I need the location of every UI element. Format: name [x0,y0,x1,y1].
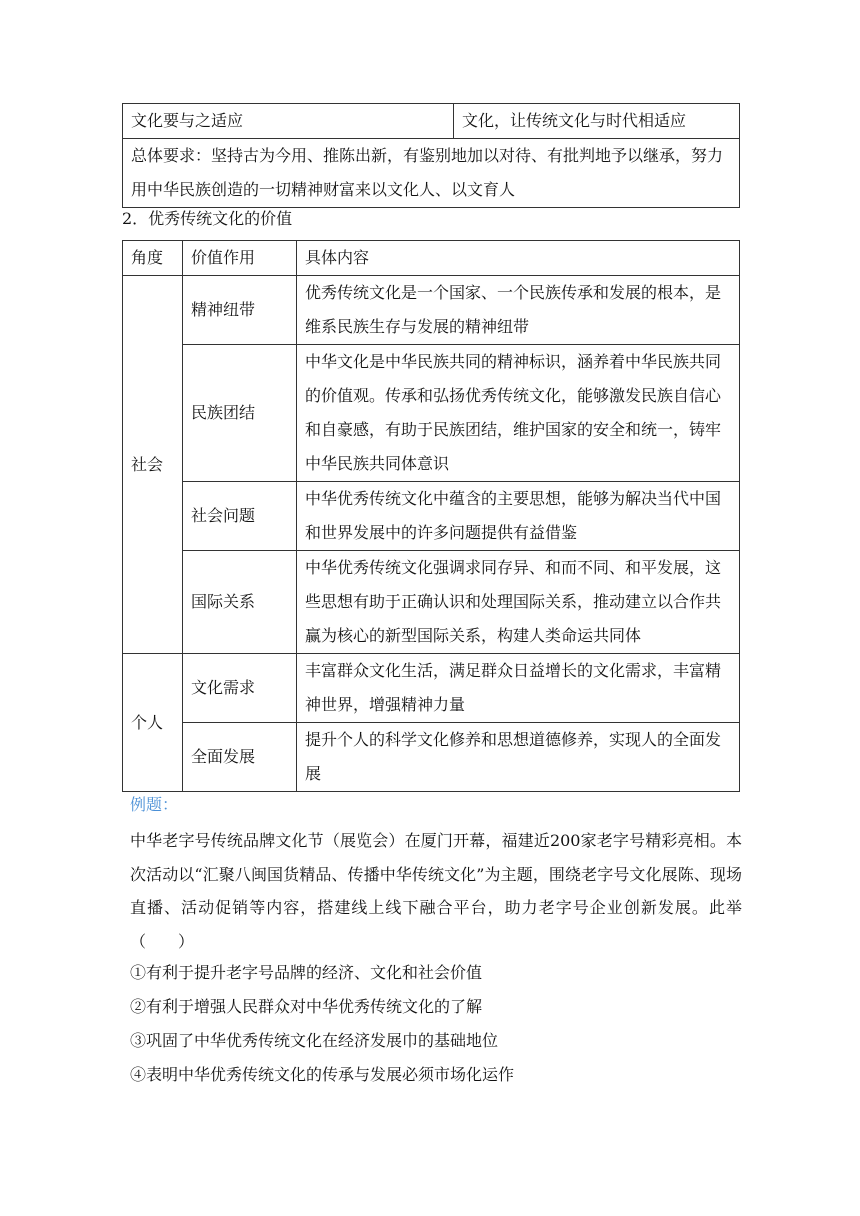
option-4: ④表明中华优秀传统文化的传承与发展必须市场化运作 [130,1065,515,1084]
content-cell: 优秀传统文化是一个国家、一个民族传承和发展的根本，是维系民族生存与发展的精神纽带 [297,276,740,345]
requirements-table [122,103,740,208]
header-content: 具体内容 [297,241,740,276]
table-header-row [123,241,740,276]
angle-cell: 个人 [123,654,183,792]
table-row [123,276,740,345]
table-cell: 文化要与之适应 [123,104,454,139]
role-cell: 全面发展 [183,723,297,792]
question-stem: 中华老字号传统品牌文化节（展览会）在厦门开幕，福建近200家老字号精彩亮相。本次活动以“汇聚八闽国货精品、传播中华传统文化”为主题，围绕老字号文化展陈、现场直播、活动促销等内容，搭建线上线下融合平台，助力老字号企业创新发展。此举（ ） [130,831,742,951]
example-label: 例题： [130,795,179,814]
table-row [123,104,740,139]
option-3: ③巩固了中华优秀传统文化在经济发展巾的基础地位 [130,1031,499,1050]
table-row [123,482,740,551]
header-role: 价值作用 [183,241,297,276]
section-heading: 2．优秀传统文化的价值 [122,209,293,228]
option-2: ②有利于增强人民群众对中华优秀传统文化的了解 [130,997,483,1016]
content-cell: 提升个人的科学文化修养和思想道德修养，实现人的全面发展 [297,723,740,792]
table-cell: 文化，让传统文化与时代相适应 [454,104,740,139]
table-row [123,654,740,723]
role-cell: 文化需求 [183,654,297,723]
table-row [123,139,740,208]
content-cell: 中华文化是中华民族共同的精神标识，涵养着中华民族共同的价值观。传承和弘扬优秀传统文化，能够激发民族自信心和自豪感，有助于民族团结，维护国家的安全和统一，铸牢中华民族共同体意识 [297,345,740,482]
angle-cell: 社会 [123,276,183,654]
header-angle: 角度 [123,241,183,276]
table-row [123,723,740,792]
content-cell: 中华优秀传统文化中蕴含的主要思想，能够为解决当代中国和世界发展中的许多问题提供有益借鉴 [297,482,740,551]
table-row [123,551,740,654]
value-table [122,240,740,792]
role-cell: 精神纽带 [183,276,297,345]
role-cell: 国际关系 [183,551,297,654]
role-cell: 民族团结 [183,345,297,482]
general-requirement-cell: 总体要求：坚持古为今用、推陈出新，有鉴别地加以对待、有批判地予以继承，努力用中华民族创造的一切精神财富来以文化人、以文育人 [123,139,740,208]
table-row [123,345,740,482]
content-cell: 中华优秀传统文化强调求同存异、和而不同、和平发展，这些思想有助于正确认识和处理国际关系，推动建立以合作共赢为核心的新型国际关系，构建人类命运共同体 [297,551,740,654]
role-cell: 社会问题 [183,482,297,551]
option-1: ①有利于提升老字号品牌的经济、文化和社会价值 [130,963,483,982]
content-cell: 丰富群众文化生活，满足群众日益增长的文化需求，丰富精神世界，增强精神力量 [297,654,740,723]
